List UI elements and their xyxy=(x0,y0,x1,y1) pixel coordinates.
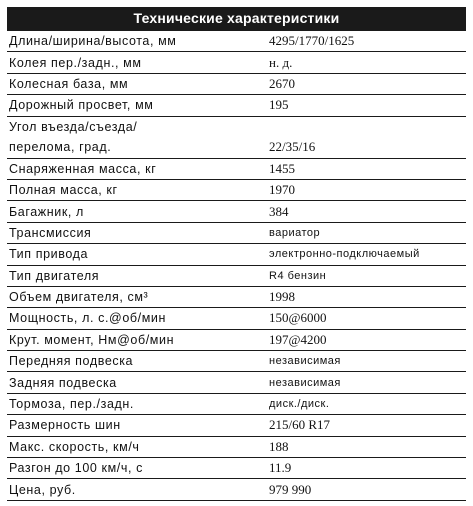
table-row xyxy=(7,31,466,52)
table-row xyxy=(7,415,466,436)
row-value: 979 990 xyxy=(269,481,312,497)
table-row xyxy=(7,95,466,116)
table-row xyxy=(7,458,466,479)
table-row xyxy=(7,351,466,372)
row-param: Передняя подвеска xyxy=(9,354,134,369)
row-value: 22/35/16 xyxy=(269,138,316,154)
table-row xyxy=(7,308,466,329)
row-value: 188 xyxy=(269,438,289,454)
row-value: 1970 xyxy=(269,182,295,198)
row-value: 1455 xyxy=(269,160,295,176)
table-row xyxy=(7,223,466,244)
row-param: Длина/ширина/высота, мм xyxy=(9,34,177,49)
row-param: Снаряженная масса, кг xyxy=(9,161,157,176)
row-param: Дорожный просвет, мм xyxy=(9,98,154,113)
row-param: Размерность шин xyxy=(9,418,121,433)
row-value: 384 xyxy=(269,203,289,219)
row-param: Объем двигателя, см³ xyxy=(9,290,149,305)
row-param: Трансмиссия xyxy=(9,225,92,240)
row-value: 150@6000 xyxy=(269,310,327,326)
table-row xyxy=(7,330,466,351)
row-value: 2670 xyxy=(269,75,295,91)
row-param: Полная масса, кг xyxy=(9,183,118,198)
table-row xyxy=(7,117,466,159)
table-body xyxy=(7,30,466,501)
table-row xyxy=(7,74,466,95)
row-value: н. д. xyxy=(269,54,293,70)
row-param: Крут. момент, Нм@об/мин xyxy=(9,332,175,347)
row-value: 197@4200 xyxy=(269,331,327,347)
row-param: Задняя подвеска xyxy=(9,375,117,390)
table-title: Технические характеристики xyxy=(7,7,466,30)
row-param xyxy=(7,117,269,158)
table-row xyxy=(7,180,466,201)
row-param-line2: перелома, град. xyxy=(9,140,112,155)
table-row xyxy=(7,201,466,222)
table-row xyxy=(7,372,466,393)
table-row xyxy=(7,437,466,458)
row-param-line1: Угол въезда/съезда/ xyxy=(9,119,138,134)
row-param: Багажник, л xyxy=(9,204,84,219)
row-value: R4 бензин xyxy=(269,269,327,282)
row-param: Тип двигателя xyxy=(9,268,100,283)
row-value: 1998 xyxy=(269,289,295,305)
row-value: независимая xyxy=(269,355,341,368)
table-row xyxy=(7,479,466,500)
table-row xyxy=(7,287,466,308)
table-row xyxy=(7,266,466,287)
row-value: 11.9 xyxy=(269,460,292,476)
table-row xyxy=(7,244,466,265)
row-value: электронно-подключаемый xyxy=(269,248,420,261)
table-row xyxy=(7,52,466,73)
row-value: вариатор xyxy=(269,226,321,239)
row-param: Разгон до 100 км/ч, с xyxy=(9,461,143,476)
row-value: 215/60 R17 xyxy=(269,417,331,433)
row-value: независимая xyxy=(269,376,341,389)
row-param: Колесная база, мм xyxy=(9,76,129,91)
row-param: Мощность, л. с.@об/мин xyxy=(9,311,166,326)
row-param: Колея пер./задн., мм xyxy=(9,55,142,70)
row-param: Тип привода xyxy=(9,247,89,262)
table-row xyxy=(7,159,466,180)
row-value: 195 xyxy=(269,97,289,113)
spec-table xyxy=(7,7,466,501)
row-param: Макс. скорость, км/ч xyxy=(9,439,140,454)
row-param: Тормоза, пер./задн. xyxy=(9,397,134,412)
row-value: 4295/1770/1625 xyxy=(269,33,355,49)
row-value: диск./диск. xyxy=(269,398,330,411)
table-row xyxy=(7,394,466,415)
row-param: Цена, руб. xyxy=(9,482,76,497)
